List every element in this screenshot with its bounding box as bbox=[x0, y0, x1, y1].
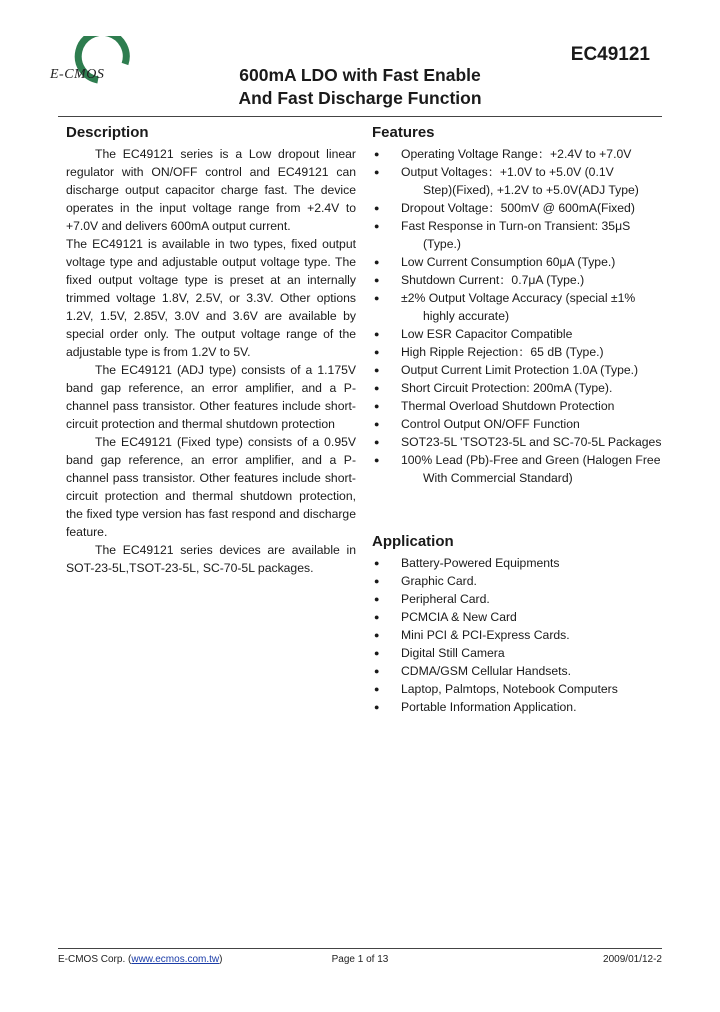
application-item bbox=[372, 662, 670, 680]
features-heading: Features bbox=[372, 124, 435, 141]
description-paragraph: The EC49121 is available in two types, fixed output voltage type and adjustable output voltage type. The fixed output voltage type is preset at an internally trimmed voltage 1.8V, 2.5V, or 3.3V. Other options 1.2V, 1.5V, 2.85V, 3.0V and 3.6V are available by special order only. The output voltage range of the adjustable type is from 1.2V to 5V. bbox=[66, 237, 356, 359]
feature-item bbox=[372, 217, 670, 253]
description-paragraph: The EC49121 series devices are available in SOT-23-5L,TSOT-23-5L, SC-70-5L packages. bbox=[66, 543, 356, 575]
application-text: CDMA/GSM Cellular Handsets. bbox=[401, 664, 571, 678]
feature-text: Fast Response in Turn-on Transient: 35μS bbox=[401, 219, 631, 233]
bullet-icon: ● bbox=[374, 684, 380, 694]
application-item bbox=[372, 554, 670, 572]
feature-item bbox=[372, 145, 670, 163]
feature-text: Shutdown Current：0.7μA (Type.) bbox=[401, 273, 585, 287]
bullet-icon: ● bbox=[374, 221, 380, 231]
bullet-icon: ● bbox=[374, 437, 380, 447]
description-section bbox=[66, 124, 356, 577]
feature-item bbox=[372, 361, 670, 379]
feature-text: Dropout Voltage：500mV @ 600mA(Fixed) bbox=[401, 201, 635, 215]
application-heading: Application bbox=[372, 533, 454, 550]
feature-continuation: highly accurate) bbox=[423, 309, 510, 323]
feature-item bbox=[372, 253, 670, 271]
application-item bbox=[372, 572, 670, 590]
bullet-icon: ● bbox=[374, 612, 380, 622]
bullet-icon: ● bbox=[374, 293, 380, 303]
bullet-icon: ● bbox=[374, 365, 380, 375]
bullet-icon: ● bbox=[374, 257, 380, 267]
bullet-icon: ● bbox=[374, 149, 380, 159]
feature-text: Control Output ON/OFF Function bbox=[401, 417, 580, 431]
header-rule bbox=[58, 116, 662, 117]
logo-text: E-CMOS bbox=[50, 67, 105, 82]
application-item bbox=[372, 590, 670, 608]
feature-item bbox=[372, 163, 670, 199]
application-text: Graphic Card. bbox=[401, 574, 477, 588]
feature-item bbox=[372, 325, 670, 343]
feature-text: Low Current Consumption 60μA (Type.) bbox=[401, 255, 616, 269]
bullet-icon: ● bbox=[374, 648, 380, 658]
feature-item bbox=[372, 415, 670, 433]
bullet-icon: ● bbox=[374, 275, 380, 285]
bullet-icon: ● bbox=[374, 419, 380, 429]
right-column bbox=[372, 124, 670, 716]
application-item bbox=[372, 644, 670, 662]
feature-text: Operating Voltage Range：+2.4V to +7.0V bbox=[401, 147, 632, 161]
bullet-icon: ● bbox=[374, 702, 380, 712]
page-title-line-1: 600mA LDO with Fast Enable bbox=[239, 65, 481, 85]
bullet-icon: ● bbox=[374, 594, 380, 604]
footer-rule bbox=[58, 948, 662, 949]
bullet-icon: ● bbox=[374, 630, 380, 640]
feature-continuation: Step)(Fixed), +1.2V to +5.0V(ADJ Type) bbox=[423, 183, 639, 197]
feature-item bbox=[372, 289, 670, 325]
feature-text: Short Circuit Protection: 200mA (Type). bbox=[401, 381, 613, 395]
feature-item bbox=[372, 199, 670, 217]
bullet-icon: ● bbox=[374, 329, 380, 339]
description-paragraph: The EC49121 series is a Low dropout linear regulator with ON/OFF control and EC49121 can discharge output capacitor charge fast. The device operates in the input voltage range from +2.4V to +7.0V and delivers 600mA output current. bbox=[66, 147, 356, 233]
bullet-icon: ● bbox=[374, 576, 380, 586]
feature-continuation: (Type.) bbox=[423, 237, 461, 251]
bullet-icon: ● bbox=[374, 401, 380, 411]
page-title-line-2: And Fast Discharge Function bbox=[238, 88, 482, 108]
features-list bbox=[372, 145, 670, 487]
part-number: EC49121 bbox=[570, 44, 650, 65]
bullet-icon: ● bbox=[374, 203, 380, 213]
application-text: Laptop, Palmtops, Notebook Computers bbox=[401, 682, 618, 696]
feature-text: Output Current Limit Protection 1.0A (Type.) bbox=[401, 363, 639, 377]
application-text: Portable Information Application. bbox=[401, 700, 577, 714]
application-text: Peripheral Card. bbox=[401, 592, 490, 606]
footer-date: 2009/01/12-2 bbox=[603, 954, 662, 965]
application-text: Battery-Powered Equipments bbox=[401, 556, 560, 570]
feature-item bbox=[372, 271, 670, 289]
company-website-link[interactable]: www.ecmos.com.tw bbox=[131, 954, 220, 965]
feature-continuation: With Commercial Standard) bbox=[423, 471, 573, 485]
application-item bbox=[372, 680, 670, 698]
feature-text: Thermal Overload Shutdown Protection bbox=[401, 399, 615, 413]
page-number: Page 1 of 13 bbox=[331, 954, 389, 965]
footer-company-suffix: ) bbox=[219, 954, 223, 965]
bullet-icon: ● bbox=[374, 666, 380, 676]
application-item bbox=[372, 608, 670, 626]
application-item bbox=[372, 698, 670, 716]
application-item bbox=[372, 626, 670, 644]
bullet-icon: ● bbox=[374, 347, 380, 357]
bullet-icon: ● bbox=[374, 558, 380, 568]
feature-item bbox=[372, 433, 670, 451]
feature-text: Low ESR Capacitor Compatible bbox=[401, 327, 573, 341]
description-paragraph: The EC49121 (Fixed type) consists of a 0.95V band gap reference, an error amplifier, and a P-channel pass transistor. Other features include short-circuit protection and thermal shutdown protection, the fixed type version has fast respond and discharge feature. bbox=[66, 435, 356, 539]
feature-text: 100% Lead (Pb)-Free and Green (Halogen Free bbox=[401, 453, 661, 467]
application-list bbox=[372, 554, 670, 716]
feature-item bbox=[372, 343, 670, 361]
feature-item bbox=[372, 451, 670, 487]
feature-item bbox=[372, 397, 670, 415]
description-paragraph: The EC49121 (ADJ type) consists of a 1.175V band gap reference, an error amplifier, and a P-channel pass transistor. Other features include short-circuit protection and thermal shutdown protection bbox=[66, 363, 356, 431]
feature-text: SOT23-5L 'TSOT23-5L and SC-70-5L Packages bbox=[401, 435, 662, 449]
description-heading: Description bbox=[66, 124, 149, 141]
feature-text: ±2% Output Voltage Accuracy (special ±1% bbox=[401, 291, 636, 305]
bullet-icon: ● bbox=[374, 383, 380, 393]
application-text: PCMCIA & New Card bbox=[401, 610, 517, 624]
feature-text: High Ripple Rejection：65 dB (Type.) bbox=[401, 345, 604, 359]
application-text: Mini PCI & PCI-Express Cards. bbox=[401, 628, 570, 642]
footer-company-prefix: E-CMOS Corp. ( bbox=[58, 954, 132, 965]
bullet-icon: ● bbox=[374, 167, 380, 177]
bullet-icon: ● bbox=[374, 455, 380, 465]
application-text: Digital Still Camera bbox=[401, 646, 505, 660]
feature-text: Output Voltages：+1.0V to +5.0V (0.1V bbox=[401, 165, 614, 179]
feature-item bbox=[372, 379, 670, 397]
